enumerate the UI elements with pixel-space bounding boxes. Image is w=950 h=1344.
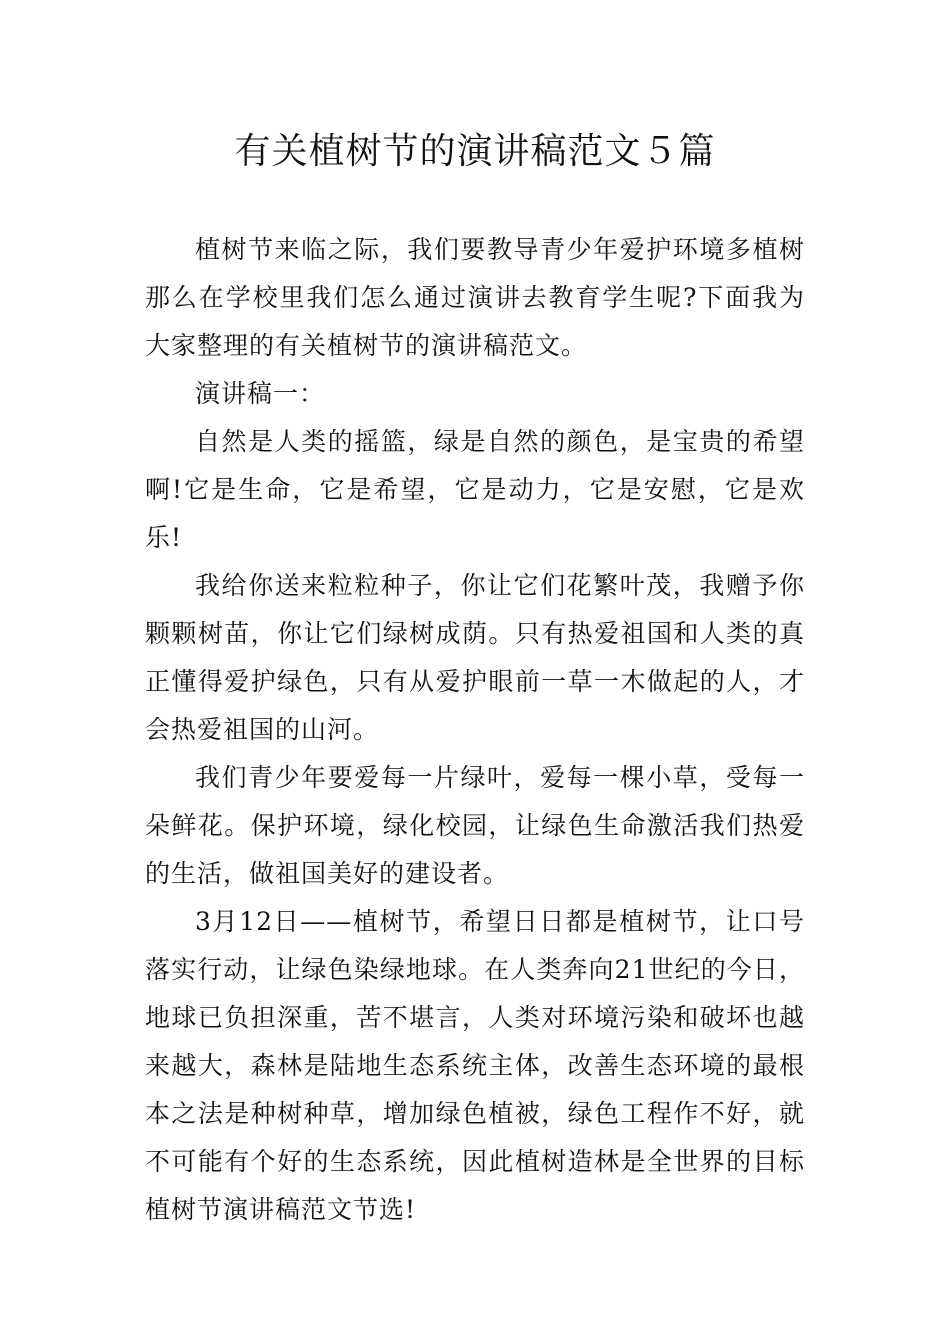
- paragraph-intro: 植树节来临之际，我们要教导青少年爱护环境多植树那么在学校里我们怎么通过演讲去教育学生呢?下面我为大家整理的有关植树节的演讲稿范文。: [145, 235, 805, 360]
- paragraph: 我们青少年要爱每一片绿叶，爱每一棵小草，受每一朵鲜花。保护环境，绿化校园，让绿色生命激活我们热爱的生活，做祖国美好的建设者。: [145, 763, 805, 888]
- paragraph: 自然是人类的摇篮，绿是自然的颜色，是宝贵的希望啊!它是生命，它是希望，它是动力，它是安慰，它是欢乐!: [145, 427, 805, 552]
- document-body: [145, 226, 805, 1234]
- paragraph-section-heading: 演讲稿一：: [195, 379, 326, 408]
- paragraph: 我给你送来粒粒种子，你让它们花繁叶茂，我赠予你颗颗树苗，你让它们绿树成荫。只有热爱祖国和人类的真正懂得爱护绿色，只有从爱护眼前一草一木做起的人，才会热爱祖国的山河。: [145, 571, 805, 744]
- document-title: 有关植树节的演讲稿范文５篇: [234, 131, 716, 172]
- paragraph: 3月12日——植树节，希望日日都是植树节，让口号落实行动，让绿色染绿地球。在人类奔向21世纪的今日，地球已负担深重，苦不堪言，人类对环境污染和破坏也越来越大，森林是陆地生态系统主体，改善生态环境的最根本之法是种树种草，增加绿色植被，绿色工程作不好，就不可能有个好的生态系统，因此植树造林是全世界的目标植树节演讲稿范文节选!: [145, 907, 805, 1224]
